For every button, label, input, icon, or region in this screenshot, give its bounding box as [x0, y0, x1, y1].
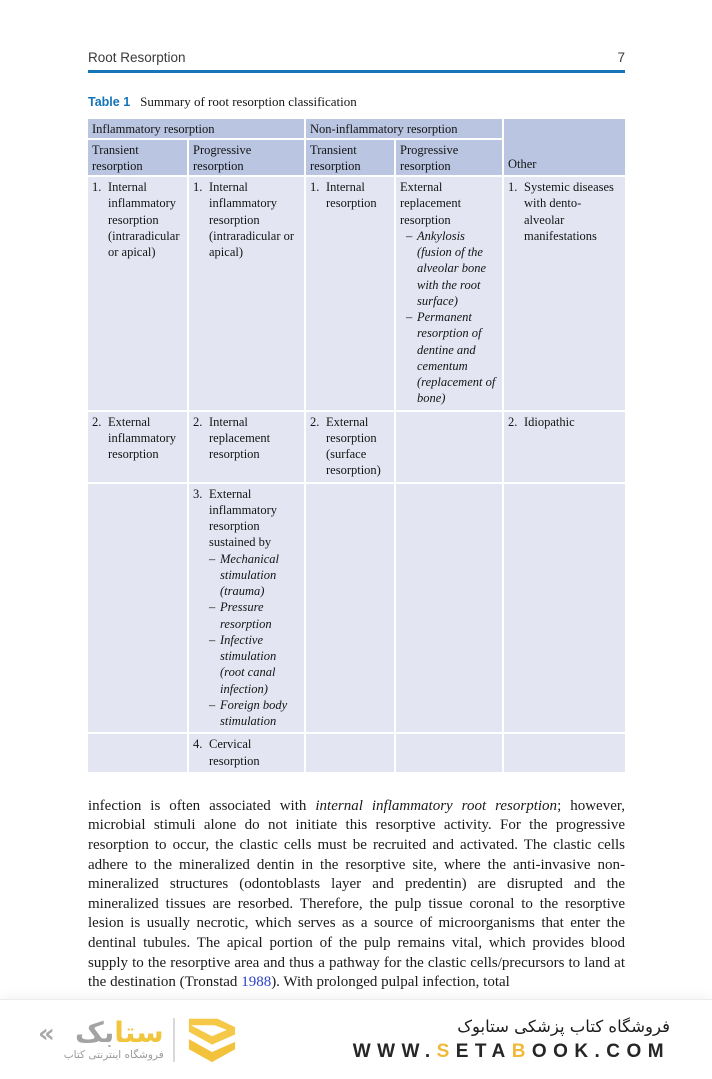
page-number: 7: [617, 50, 625, 65]
paragraph-italic-term: internal inflammatory root resorption: [315, 797, 558, 814]
cell-text: Internal inflammatory resorption (intraradicular or apical): [108, 180, 180, 259]
store-url: WWW.SETABOOK.COM: [352, 1040, 670, 1062]
logo-subtitle: فروشگاه اینترنتی کتاب: [63, 1048, 164, 1061]
table-cell: [189, 734, 304, 772]
table-cell-empty: [396, 734, 502, 772]
cell-text: External resorption (surface resorption): [326, 414, 381, 478]
cell-text: Idiopathic: [524, 414, 575, 429]
table-cell: [189, 177, 304, 410]
table-group-header-non-inflammatory: Non-inflammatory resorption: [306, 119, 502, 138]
table-cell: [88, 177, 187, 410]
cell-text: Cervical resorption: [209, 737, 260, 768]
list-number: 2.: [92, 414, 102, 429]
dash-item: Pressure resorption: [220, 600, 272, 631]
table-caption: [88, 94, 625, 110]
cell-text: Systemic diseases with dento-alveolar manifestations: [524, 180, 614, 243]
table-cell: [504, 412, 625, 482]
list-number: 3.: [193, 486, 203, 501]
table-cell-empty: [88, 484, 187, 733]
table-cell-empty: [88, 734, 187, 772]
table-cell-empty: [306, 734, 394, 772]
table-cell: [504, 177, 625, 410]
table-cell: [306, 177, 394, 410]
watermark-footer: [0, 999, 712, 1079]
dash-item: Mechanical stimulation (trauma): [220, 551, 280, 598]
brand-wordmark: ستابک: [75, 1016, 164, 1050]
list-number: 2.: [508, 414, 518, 429]
logo-divider: [173, 1018, 175, 1062]
setabook-logo: [38, 1016, 240, 1064]
dash-item: Infective stimulation (root canal infection): [220, 632, 277, 696]
dash-list: – Mechanical stimulation (trauma) – Pressure resorption – Infective stimulation (root canal infection) – Foreign body stimulation: [193, 551, 300, 730]
double-chevron-icon: [184, 1016, 240, 1064]
table-cell-empty: [396, 412, 502, 482]
list-number: 1.: [193, 180, 203, 194]
guillemet-icon: «: [38, 1018, 55, 1049]
store-text-block: [353, 1017, 670, 1063]
header-rule: [88, 70, 625, 73]
paragraph-segment: ; however, microbial stimuli alone do not initiate this resorptive activity. For the progressive resorption to occur, the clastic cells must be recruited and activated. The clastic cells adhere to the mineralized dentin in the resorptive site, where the anti-invasive non-mineralized structures (odontoblasts layer and predentin) are disrupted and the mineralized tissues are resorbed. Therefore, the pulp tissue coronal to the resorptive lesion is usually necrotic, which serves as a source of microorganisms that enter the dentinal tubules. The apical portion of the pulp remains vital, which provides blood supply to the resorptive area and thus a pathway for the clastic cells/precursors to land at the destination (Tronstad: [88, 797, 626, 991]
table-column-header-transient-1: Transient resorption: [88, 140, 187, 175]
table-column-header-transient-2: Transient resorption: [306, 140, 394, 175]
table-column-header-other: Other: [504, 119, 625, 175]
dash-item: Foreign body stimulation: [220, 697, 288, 728]
list-number: 1.: [310, 180, 320, 194]
dash-item: Permanent resorption of dentine and cementum (replacement of bone): [417, 310, 496, 406]
list-number: 1.: [92, 180, 102, 194]
cell-text: External inflammatory resorption: [108, 414, 177, 461]
table-group-header-inflammatory: Inflammatory resorption: [88, 119, 304, 138]
table-cell: [189, 484, 304, 733]
citation-link-1988[interactable]: 1988: [241, 974, 272, 991]
table-cell: [88, 412, 187, 482]
table-cell-empty: [504, 734, 625, 772]
dash-item: Ankylosis (fusion of the alveolar bone with the root surface): [417, 228, 487, 308]
store-title-persian: فروشگاه کتاب پزشکی ستابوک: [457, 1016, 670, 1036]
table-column-header-progressive-1: Progressive resorption: [189, 140, 304, 175]
cell-text: External inflammatory resorption sustained by: [209, 486, 278, 550]
list-number: 1.: [508, 180, 518, 194]
table-cell: [306, 412, 394, 482]
paragraph-segment: ). With prolonged pulpal infection, total: [271, 974, 510, 991]
table-cell: [396, 177, 502, 410]
list-number: 4.: [193, 737, 203, 752]
table-caption-label: Table 1: [88, 95, 131, 109]
cell-text: Internal resorption: [326, 180, 377, 211]
chapter-title: Root Resorption: [88, 50, 186, 65]
table-column-header-progressive-2: Progressive resorption: [396, 140, 502, 175]
table-cell-empty: [504, 484, 625, 733]
cell-text: Internal replacement resorption: [209, 414, 271, 461]
body-paragraph: [88, 797, 625, 993]
classification-table: [88, 119, 625, 772]
table-cell-empty: [306, 484, 394, 733]
cell-text: Internal inflammatory resorption (intraradicular or apical): [209, 180, 295, 259]
table-cell-empty: [396, 484, 502, 733]
list-number: 2.: [193, 414, 203, 429]
cell-text: External replacement resorption: [400, 180, 462, 227]
dash-list: – Ankylosis (fusion of the alveolar bone with the root surface) – Permanent resorption of dentine and cementum (replacement of bone): [400, 228, 498, 407]
paragraph-segment: infection is often associated with: [88, 797, 316, 814]
table-caption-text: Summary of root resorption classification: [140, 94, 357, 109]
running-head: [88, 50, 625, 65]
list-number: 2.: [310, 414, 320, 429]
table-cell: [189, 412, 304, 482]
